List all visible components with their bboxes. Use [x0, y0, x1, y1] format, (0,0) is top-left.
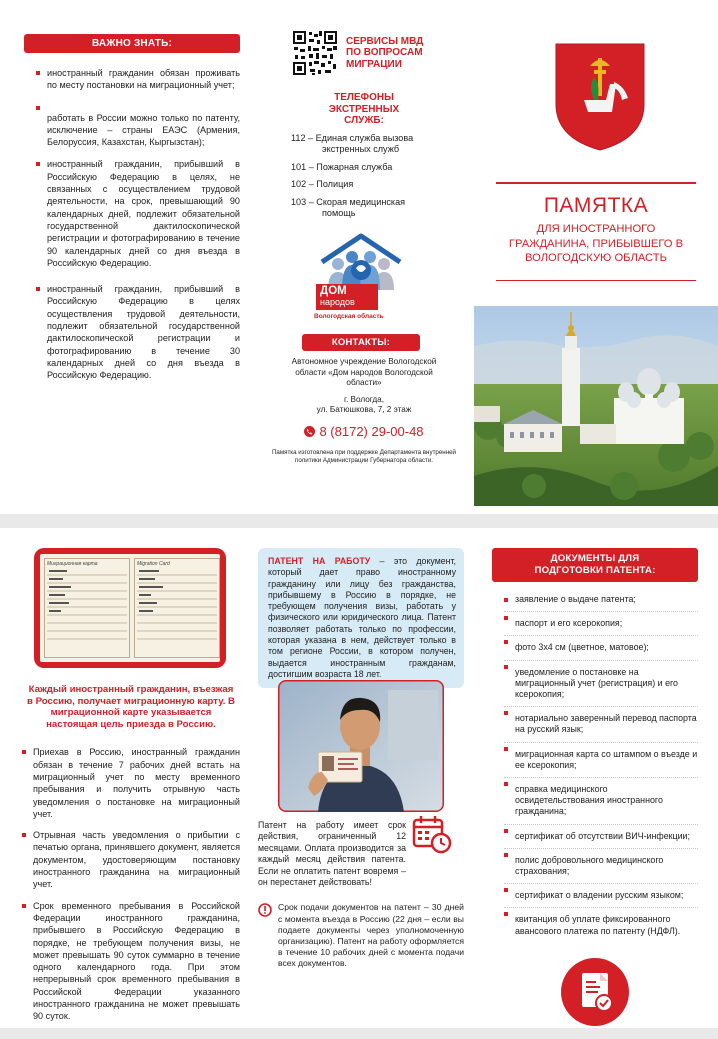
logo-line-1: ДОМ — [320, 285, 347, 298]
house-people-icon — [316, 232, 406, 292]
document-checklist-icon — [560, 957, 630, 1027]
migration-rules-list — [22, 746, 240, 1022]
brochure-inner-side — [0, 528, 718, 1028]
contacts-address-1: г. Вологда, — [343, 394, 385, 404]
migration-card-left-half — [44, 558, 130, 658]
mvd-services-block — [258, 30, 470, 76]
document-item: полис добровольного медицинского страхования; — [504, 849, 698, 884]
document-item: сертификат об отсутствии ВИЧ-инфекции; — [504, 825, 698, 849]
patent-definition: – это документ, который дает право иностранному гражданину или лицу без гражданства, прибывшему в Россию в порядке, не требующем получения визы, работать у физического или юридического лица. Патент позволяет работать только по профессии, которая указана в нем, действует только в том регионе России, в котором получен, выдается иностранным гражданам, достигшим возраста 18 лет. — [268, 556, 456, 679]
contacts-phone-row — [258, 424, 470, 439]
contacts-phone[interactable]: 8 (8172) 29-00-48 — [319, 423, 424, 439]
emergency-phones-title: ТЕЛЕФОНЫ ЭКСТРЕННЫХ СЛУЖБ: — [328, 92, 400, 126]
migration-card-frame — [34, 548, 226, 668]
documents-column — [492, 548, 698, 1027]
qr-code-icon[interactable] — [292, 30, 338, 76]
patent-validity-row — [258, 820, 464, 888]
migration-rule: Срок временного пребывания в Российской Федерации иностранного гражданина, прибывшего в Российскую Федерацию в порядке, не требующем получения визы, не может превышать 90 суток суммарно в течение одного календарного года. При этом непрерывный срок временного пребывания в Российской Федерации указанного иностранного гражданина не может превышать 90 суток. — [22, 900, 240, 1023]
cover-subtitle: ДЛЯ ИНОСТРАННОГО ГРАЖДАНИНА, ПРИБЫВШЕГО В ВОЛОГОДСКУЮ ОБЛАСТЬ — [508, 223, 684, 264]
document-item: паспорт и его ксерокопия; — [504, 612, 698, 636]
patent-validity: Патент на работу имеет срок действия, ограниченный 12 месяцами. Оплата производится за каждый месяц действия патента. Если не оплатить патент вовремя – он перестанет действовать! — [258, 820, 406, 888]
document-item: заявление о выдаче патента; — [504, 594, 698, 612]
document-item: миграционная карта со штампом о въезде и ее ксерокопия; — [504, 743, 698, 778]
man-with-patent-photo — [278, 680, 444, 812]
documents-list — [504, 594, 698, 943]
important-item: иностранный гражданин, прибывший в Российскую Федерацию в целях, не связанных с осуществлением трудовой деятельности, на срок, превышающий 90 календарных дней, подлежит обязательной государственной дактилоскопической регистрации и фотографированию в течение 90 календарных дней со дня въезда в Российскую Федерацию. — [36, 158, 240, 269]
contacts-footnote: Памятка изготовлена при поддержке Департамента внутренней политики Администрации Губернатора области. — [271, 448, 457, 464]
contacts-header: КОНТАКТЫ: — [302, 334, 420, 351]
migration-card-image — [40, 554, 220, 662]
document-item: фото 3х4 см (цветное, матовое); — [504, 636, 698, 660]
documents-header: ДОКУМЕНТЫ ДЛЯ ПОДГОТОВКИ ПАТЕНТА: — [492, 548, 698, 582]
cover-column — [474, 0, 718, 514]
important-list — [36, 67, 240, 382]
important-item: работать в России можно только по патенту, исключение – страны ЕАЭС (Армения, Белоруссия, Казахстан, Кыргызстан); — [36, 102, 240, 149]
phone-103: 103 – Скорая медицинская помощь — [291, 196, 406, 219]
patent-column — [258, 548, 464, 970]
mvd-services-title: СЕРВИСЫ МВД ПО ВОПРОСАМ МИГРАЦИИ — [346, 35, 424, 70]
patent-deadline-row — [258, 902, 464, 969]
important-item: иностранный гражданин, прибывший в Российскую Федерацию в целях осуществления трудовой деятельности, подлежит обязательной государственной дактилоскопической регистрации и фотографированию в течение 30 календарных дней со дня въезда в Российскую Федерацию. — [36, 283, 240, 381]
emergency-phones-list — [258, 133, 470, 221]
migration-rule: Приехав в Россию, иностранный гражданин обязан в течение 7 рабочих дней встать на миграционный учет по месту временного пребывания и получить отрывную часть уведомления о постановке на миграционный учет. — [22, 746, 240, 820]
document-item: уведомление о постановке на миграционный учет (регистрация) и его ксерокопия; — [504, 661, 698, 708]
migration-card-title-ru: Миграционная карта — [47, 561, 98, 567]
important-header: ВАЖНО ЗНАТЬ: — [24, 34, 240, 53]
services-column — [258, 30, 470, 465]
migration-card-column — [22, 528, 240, 1023]
vologda-coat-of-arms-icon — [554, 40, 646, 152]
phone-102: 102 – Полиция — [291, 179, 354, 190]
dom-narodov-logo — [316, 232, 406, 328]
vologda-kremlin-photo — [474, 306, 718, 506]
patent-lead: ПАТЕНТ НА РАБОТУ — [268, 556, 371, 566]
phone-icon — [304, 426, 315, 437]
patent-definition-box — [258, 548, 464, 688]
migration-card-caption: Каждый иностранный гражданин, въезжая в Россию, получает миграционную карту. В миграционной карте указывается настоящая цель приезда в Россию. — [27, 684, 235, 730]
important-column — [24, 34, 240, 382]
document-item: справка медицинского освидетельствования иностранного гражданина; — [504, 778, 698, 825]
logo-plaque — [316, 284, 378, 310]
migration-card-title-en: Migration Card — [137, 561, 170, 567]
calendar-clock-icon — [412, 814, 452, 854]
migration-card-right-half — [134, 558, 220, 658]
contacts-org: Автономное учреждение Вологодской области «Дом народов Вологодской области» — [291, 357, 437, 388]
document-item: сертификат о владении русским языком; — [504, 884, 698, 908]
warning-icon — [258, 903, 272, 917]
document-item: квитанция об уплате фиксированного авансового платежа по патенту (НДФЛ). — [504, 908, 698, 942]
brochure-outer-side — [0, 0, 718, 514]
document-item: нотариально заверенный перевод паспорта на русский язык; — [504, 707, 698, 742]
patent-deadline: Срок подачи документов на патент – 30 дней с момента въезда в Россию (22 дня – если вы подаете документы через уполномоченную организацию). Патент на работу оформляется в течение 10 рабочих дней с момента подачи всех документов. — [278, 902, 464, 969]
logo-line-3: Вологодская область — [314, 313, 384, 321]
logo-line-2: народов — [320, 297, 355, 308]
contacts-address-2: ул. Батюшкова, 7, 2 этаж — [316, 405, 412, 415]
migration-card-lines — [137, 567, 217, 647]
phone-112: 112 – Единая служба вызова экстренных служб — [291, 132, 414, 155]
migration-card-lines — [47, 567, 127, 647]
cover-title: ПАМЯТКА — [543, 194, 649, 217]
cover-rule-bottom — [496, 280, 696, 282]
important-item: иностранный гражданин обязан проживать по месту постановки на миграционный учет; — [36, 67, 240, 92]
migration-rule: Отрывная часть уведомления о прибытии с печатью органа, принявшего документ, является документом, удостоверяющим постановку иностранного гражданина на миграционный учет. — [22, 829, 240, 890]
phone-101: 101 – Пожарная служба — [291, 161, 393, 172]
cover-rule-top — [496, 182, 696, 184]
